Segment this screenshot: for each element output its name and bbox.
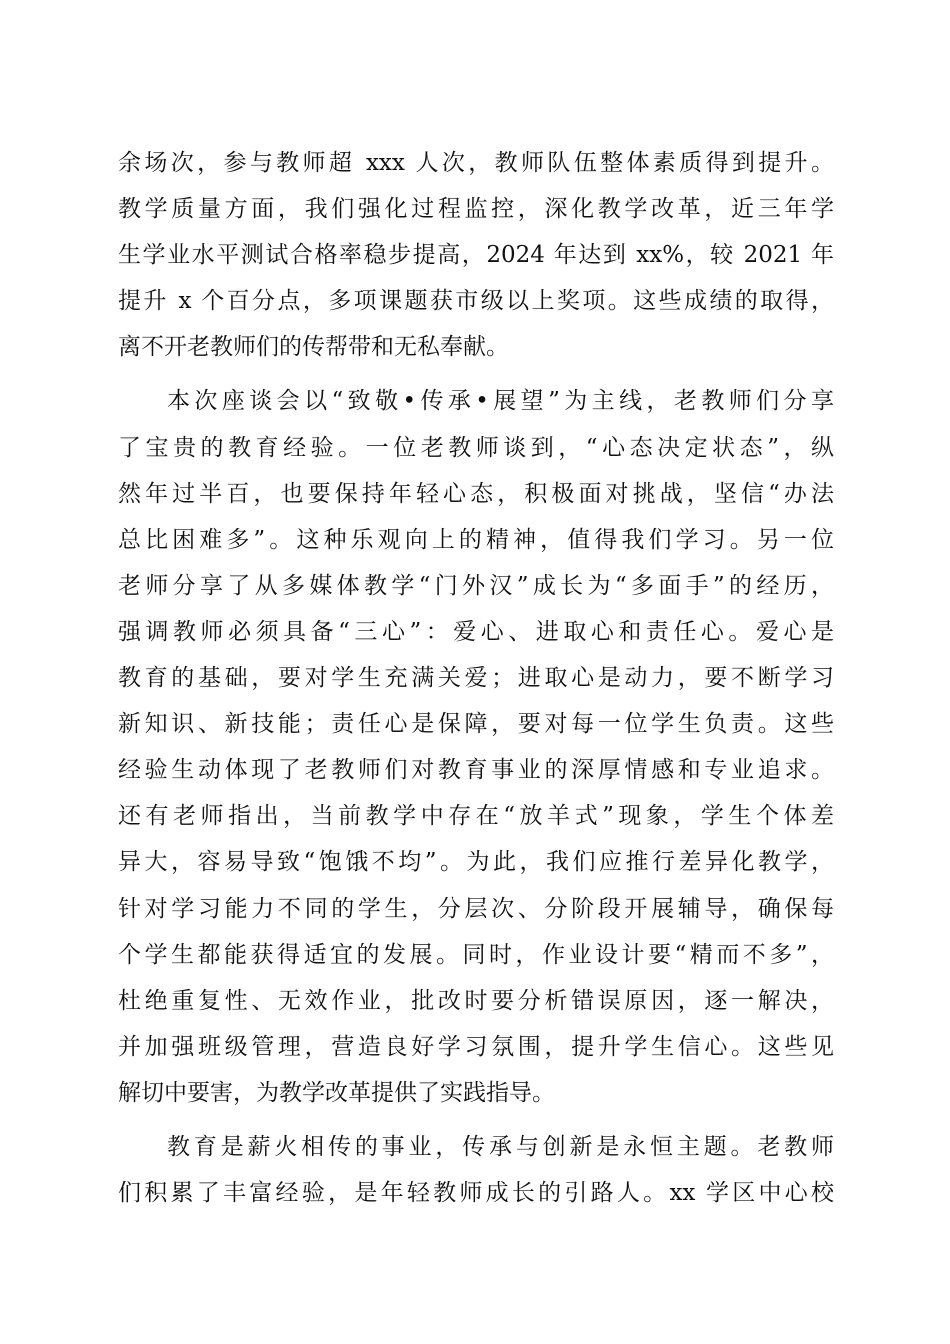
text-line: 还有老师指出，当前教学中存在“放羊式”现象，学生个体差 [118,803,834,830]
text-line: 离不开老教师们的传帮带和无私奉献。 [118,334,509,361]
text-line: 生学业水平测试合格率稳步提高，2024 年达到 xx%，较 2021 年 [118,242,834,269]
text-line: 个学生都能获得适宜的发展。同时，作业设计要“精而不多”， [118,941,834,968]
text-line: 教育是薪火相传的事业，传承与创新是永恒主题。老教师 [167,1133,834,1160]
text-line: 余场次，参与教师超 xxx 人次，教师队伍整体素质得到提升。 [118,150,834,176]
text-line: 提升 x 个百分点，多项课题获市级以上奖项。这些成绩的取得， [118,288,834,315]
text-line: 经验生动体现了老教师们对教育事业的深厚情感和专业追求。 [118,757,834,784]
text-line: 本次座谈会以“致敬•传承•展望”为主线，老教师们分享 [167,388,834,415]
paragraph-spacer [118,370,834,378]
text-line: 然年过半百，也要保持年轻心态，积极面对挑战，坚信“办法 [118,480,834,507]
paragraph-inheritance [118,1124,834,1216]
paragraph-achievements [118,140,834,370]
text-line: 新知识、新技能；责任心是保障，要对每一位学生负责。这些 [118,711,834,738]
text-line: 并加强班级管理，营造良好学习氛围，提升学生信心。这些见 [118,1033,834,1060]
document-body [118,140,834,1216]
text-line: 强调教师必须具备“三心”：爱心、进取心和责任心。爱心是 [118,618,834,645]
text-line: 异大，容易导致“饱饿不均”。为此，我们应推行差异化教学， [118,849,834,876]
text-line: 总比困难多”。这种乐观向上的精神，值得我们学习。另一位 [118,526,834,553]
text-line: 针对学习能力不同的学生，分层次、分阶段开展辅导，确保每 [118,895,834,922]
text-line: 杜绝重复性、无效作业，批改时要分析错误原因，逐一解决， [118,987,834,1014]
paragraph-experience-sharing [118,378,834,1116]
text-line: 了宝贵的教育经验。一位老教师谈到，“心态决定状态”，纵 [118,434,834,461]
text-line: 解切中要害，为教学改革提供了实践指导。 [118,1079,555,1106]
paragraph-spacer [118,1116,834,1124]
text-line: 老师分享了从多媒体教学“门外汉”成长为“多面手”的经历， [118,572,834,599]
text-line: 教育的基础，要对学生充满关爱；进取心是动力，要不断学习 [118,665,834,692]
text-line: 教学质量方面，我们强化过程监控，深化教学改革，近三年学 [118,196,834,223]
text-line: 们积累了丰富经验，是年轻教师成长的引路人。xx 学区中心校 [118,1180,834,1207]
